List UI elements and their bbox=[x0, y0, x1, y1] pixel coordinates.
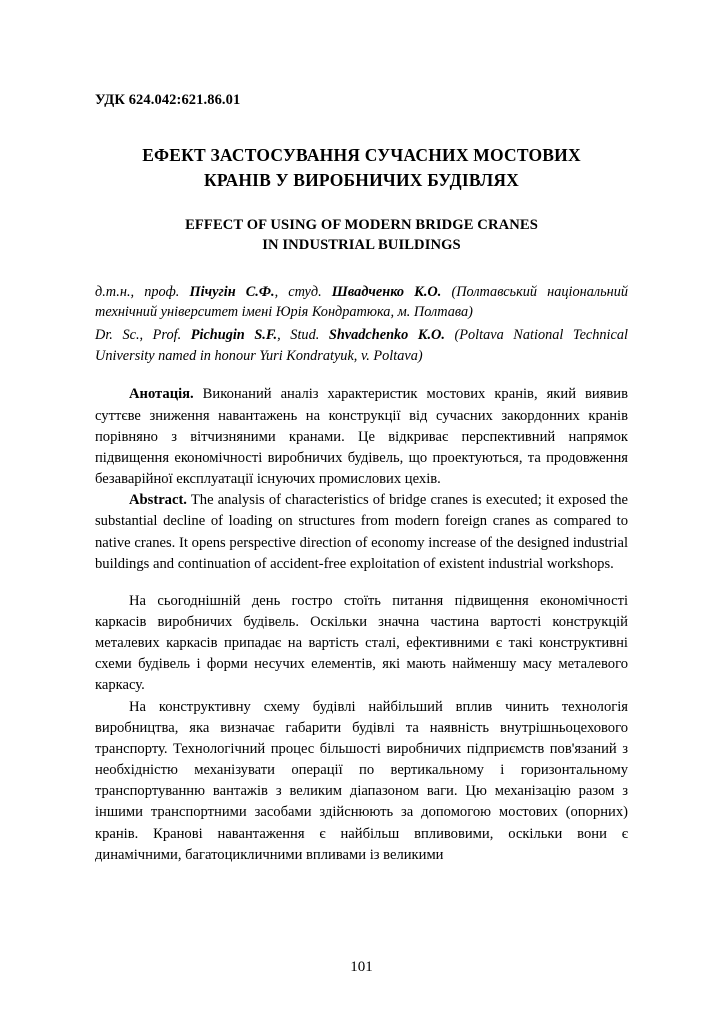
abstract-text-uk: Виконаний аналіз характеристик мостових кранів, який виявив суттєве зниження навантажень на конструкції від сучасних закордонних кранів порівняно з вітчизняними кранами. Це відкриває перспективний напрямок підвищення економічності виробничих будівель, що проектуються, та продовження безаварійної експлуатації існуючих промислових цехів. bbox=[95, 386, 628, 488]
authors-english bbox=[95, 325, 628, 366]
author-affiliation-en: (Poltava National Technical University named in honour Yuri Kondratyuk, v. Poltava) bbox=[95, 326, 628, 364]
abstract-ukrainian bbox=[95, 384, 628, 490]
abstract-text-en: The analysis of characteristics of bridge cranes is executed; it exposed the substantial decline of loading on structures from modern foreign cranes as compared to native cranes. It opens perspective direction of economy increase of the designed industrial buildings and continuation of accident-free exploitation of existent industrial workshops. bbox=[95, 492, 628, 572]
author-affiliation-uk: (Полтавський національний технічний університет імені Юрія Кондратюка, м. Полтава) bbox=[95, 283, 629, 321]
abstract-label-en: Abstract. bbox=[129, 492, 187, 509]
udk-code: УДК 624.042:621.86.01 bbox=[95, 92, 241, 108]
author-name-en-2: Shvadchenko K.O. bbox=[328, 326, 445, 343]
body-paragraph: На сьогоднішній день гостро стоїть питання підвищення економічності каркасів виробничих будівель. Оскільки значна частина вартості конструкцій металевих каркасів припадає на вартість сталі, ефективними є такі конструктивні схеми будівель і форми несучих елементів, які мають найменшу масу металевого каркасу. bbox=[95, 592, 628, 694]
author-degree-2: , студ. bbox=[274, 283, 322, 300]
page-title-ukrainian bbox=[95, 143, 628, 193]
author-degree-en-1: Dr. Sc., Prof. bbox=[95, 326, 182, 343]
author-name-2: Швадченко К.О. bbox=[331, 283, 442, 300]
abstract-english bbox=[95, 490, 628, 575]
title-uk-line-2: КРАНІВ У ВИРОБНИЧИХ БУДІВЛЯХ bbox=[203, 169, 519, 190]
page-title-english bbox=[95, 215, 628, 256]
page-number: 101 bbox=[350, 959, 373, 975]
abstract-section bbox=[95, 384, 628, 574]
title-en-line-1: EFFECT OF USING OF MODERN BRIDGE CRANES bbox=[185, 216, 538, 233]
abstract-label-uk: Анотація. bbox=[129, 386, 194, 403]
author-degree-en-2: , Stud. bbox=[277, 326, 320, 343]
author-degree-1: д.т.н., проф. bbox=[95, 283, 180, 300]
section-spacer bbox=[95, 575, 628, 591]
author-name-en-1: Pichugin S.F. bbox=[190, 326, 278, 343]
authors-ukrainian bbox=[95, 282, 628, 323]
title-en-line-2: IN INDUSTRIAL BUILDINGS bbox=[262, 237, 461, 254]
title-uk-line-1: ЕФЕКТ ЗАСТОСУВАННЯ СУЧАСНИХ МОСТОВИХ bbox=[142, 145, 581, 165]
body-paragraph: На конструктивну схему будівлі найбільший вплив чинить технологія виробництва, яка визначає габарити будівлі та наявність внутрішньоцехового транспорту. Технологічний процес більшості виробничих підприємств пов'язаний з необхідністю механізувати операції по вертикальному і горизонтальному транспортуванню вантажів з великим діапазоном ваги. Цю механізацію разом з іншими транспортними засобами здійснюють за допомогою мостових (опорних) кранів. Кранові навантаження є найбільш впливовими, оскільки вони є динамічними, багатоцикличними впливами із великими bbox=[95, 698, 628, 863]
author-name-1: Пічугін С.Ф. bbox=[189, 283, 275, 300]
